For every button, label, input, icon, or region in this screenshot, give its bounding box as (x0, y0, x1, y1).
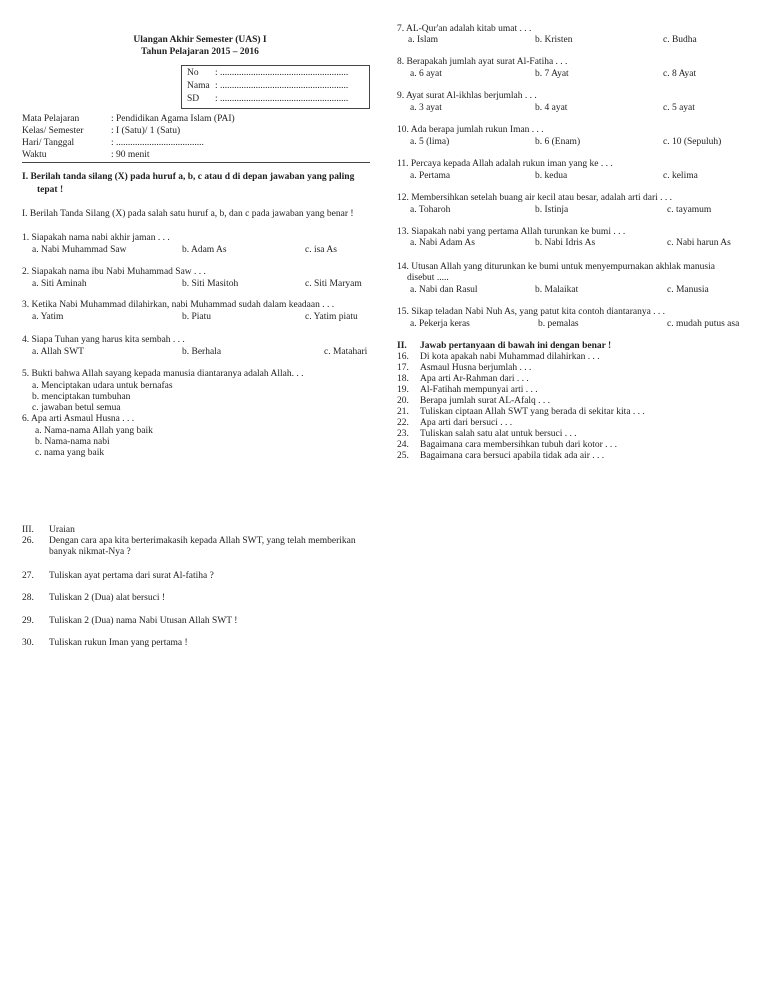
option-c[interactable]: c. 10 (Sepuluh) (663, 137, 722, 147)
option-c[interactable]: c. mudah putus asa (667, 319, 740, 329)
option-c[interactable]: c. jawaban betul semua (32, 403, 121, 413)
essay-question-cont: banyak nikmat-Nya ? (49, 547, 131, 557)
option-b[interactable]: b. 7 Ayat (535, 69, 569, 79)
option-c[interactable]: c. kelima (663, 171, 698, 181)
section1-heading-cont: tepat ! (37, 185, 64, 195)
option-c[interactable]: c. 8 Ayat (663, 69, 697, 79)
short-answer-question: Tuliskan ciptaan Allah SWT yang berada di sekitar kita . . . (420, 407, 645, 417)
option-b[interactable]: b. Nabi Idris As (535, 238, 596, 248)
short-answer-number: 16. (397, 352, 409, 362)
option-b[interactable]: b. Berhala (182, 347, 222, 357)
option-a[interactable]: a. Nabi Muhammad Saw (32, 245, 127, 255)
option-b[interactable]: b. pemalas (538, 319, 579, 329)
question-text: 5. Bukti bahwa Allah sayang kepada manusia diantaranya adalah Allah. . . (22, 369, 304, 379)
option-c[interactable]: c. Nabi harun As (667, 238, 731, 248)
option-a[interactable]: a. 6 ayat (410, 69, 442, 79)
id-field-sd[interactable]: : ...................................................... (215, 94, 349, 104)
option-c[interactable]: c. tayamum (667, 205, 712, 215)
student-id-box (181, 65, 370, 109)
section3-heading: Uraian (49, 525, 75, 535)
question-text: 12. Membersihkan setelah buang air kecil atau besar, adalah arti dari . . . (397, 193, 673, 203)
short-answer-question: Bagaimana cara membersihkan tubuh dari kotor . . . (420, 440, 618, 450)
section2-heading: Jawab pertanyaan di bawah ini dengan benar ! (420, 341, 612, 351)
option-b[interactable]: b. Istinja (535, 205, 569, 215)
short-answer-number: 20. (397, 396, 409, 406)
option-c[interactable]: c. isa As (305, 245, 337, 255)
essay-question: Tuliskan 2 (Dua) alat bersuci ! (49, 593, 165, 603)
question-text: 11. Percaya kepada Allah adalah rukun iman yang ke . . . (397, 159, 613, 169)
short-answer-question: Apa arti Ar-Rahman dari . . . (420, 374, 529, 384)
short-answer-number: 19. (397, 385, 409, 395)
option-a[interactable]: a. Nabi dan Rasul (410, 285, 478, 295)
question-text: 15. Sikap teladan Nabi Nuh As, yang patut kita contoh diantaranya . . . (397, 307, 666, 317)
id-label-sd: SD (187, 94, 200, 104)
question-text: 10. Ada berapa jumlah rukun Iman . . . (397, 125, 544, 135)
question-text: 3. Ketika Nabi Muhammad dilahirkan, nabi Muhammad sudah dalam keadaan . . . (22, 300, 335, 310)
info-label: Mata Pelajaran (22, 114, 80, 124)
short-answer-question: Di kota apakah nabi Muhammad dilahirkan . . . (420, 352, 600, 362)
essay-number: 27. (22, 571, 34, 581)
question-text: 6. Apa arti Asmaul Husna . . . (22, 414, 135, 424)
option-b[interactable]: b. Adam As (182, 245, 227, 255)
short-answer-question: Bagaimana cara bersuci apabila tidak ada air . . . (420, 451, 605, 461)
id-field-no[interactable]: : ...................................................... (215, 68, 349, 78)
option-a[interactable]: a. Menciptakan udara untuk bernafas (32, 381, 173, 391)
option-c[interactable]: c. Siti Maryam (305, 279, 362, 289)
info-value: : 90 menit (111, 150, 150, 160)
option-a[interactable]: a. Nabi Adam As (410, 238, 475, 248)
info-value: : Pendidikan Agama Islam (PAI) (111, 114, 235, 124)
short-answer-question: Apa arti dari bersuci . . . (420, 418, 513, 428)
question-text-cont: disebut ..... (407, 273, 449, 283)
short-answer-question: Al-Fatihah mempunyai arti . . . (420, 385, 538, 395)
option-c[interactable]: c. Matahari (324, 347, 368, 357)
divider (22, 162, 370, 163)
info-label: Hari/ Tanggal (22, 138, 75, 148)
section1-heading: I. Berilah tanda silang (X) pada huruf a, b, c atau d di depan jawaban yang paling (22, 172, 355, 182)
short-answer-number: 21. (397, 407, 409, 417)
essay-question: Dengan cara apa kita berterimakasih kepada Allah SWT, yang telah memberikan (49, 536, 356, 546)
short-answer-number: 22. (397, 418, 409, 428)
question-text: 1. Siapakah nama nabi akhir jaman . . . (22, 233, 170, 243)
option-c[interactable]: c. 5 ayat (663, 103, 695, 113)
essay-question: Tuliskan ayat pertama dari surat Al-fatiha ? (49, 571, 214, 581)
info-value: : ..................................... (111, 138, 204, 148)
short-answer-question: Tuliskan salah satu alat untuk bersuci . . . (420, 429, 577, 439)
info-label: Kelas/ Semester (22, 126, 84, 136)
id-field-nama[interactable]: : ...................................................... (215, 81, 349, 91)
info-value: : I (Satu)/ 1 (Satu) (111, 126, 181, 136)
exam-year: Tahun Pelajaran 2015 – 2016 (141, 47, 259, 57)
essay-question: Tuliskan 2 (Dua) nama Nabi Utusan Allah SWT ! (49, 616, 238, 626)
question-text: 8. Berapakah jumlah ayat surat Al-Fatiha . . . (397, 57, 568, 67)
option-b[interactable]: b. Malaikat (535, 285, 579, 295)
short-answer-number: 17. (397, 363, 409, 373)
option-a[interactable]: a. Pertama (410, 171, 451, 181)
option-a[interactable]: a. Yatim (32, 312, 64, 322)
option-c[interactable]: c. Manusia (667, 285, 709, 295)
section3-number: III. (22, 525, 34, 535)
option-a[interactable]: a. Toharoh (410, 205, 451, 215)
option-c[interactable]: c. Budha (663, 35, 697, 45)
question-text: 9. Ayat surat Al-ikhlas berjumlah . . . (397, 91, 537, 101)
option-b[interactable]: b. Piatu (182, 312, 212, 322)
option-b[interactable]: b. 6 (Enam) (535, 137, 581, 147)
short-answer-question: Asmaul Husna berjumlah . . . (420, 363, 532, 373)
short-answer-number: 25. (397, 451, 409, 461)
id-label-no: No (187, 68, 199, 78)
option-a[interactable]: a. 3 ayat (410, 103, 442, 113)
essay-question: Tuliskan rukun Iman yang pertama ! (49, 638, 188, 648)
question-text: 2. Siapakah nama ibu Nabi Muhammad Saw . . . (22, 267, 206, 277)
option-c[interactable]: c. Yatim piatu (305, 312, 358, 322)
short-answer-number: 24. (397, 440, 409, 450)
option-b[interactable]: b. menciptakan tumbuhan (32, 392, 131, 402)
option-c[interactable]: c. nama yang baik (35, 448, 105, 458)
option-b[interactable]: b. Nama-nama nabi (35, 437, 110, 447)
essay-number: 29. (22, 616, 34, 626)
section1-instruction: I. Berilah Tanda Silang (X) pada salah satu huruf a, b, dan c pada jawaban yang benar ! (22, 209, 354, 219)
question-text: 7. AL-Qur'an adalah kitab umat . . . (397, 24, 532, 34)
essay-number: 30. (22, 638, 34, 648)
section2-number: II. (397, 341, 407, 351)
option-a[interactable]: a. Pekerja keras (410, 319, 470, 329)
option-a[interactable]: a. Allah SWT (32, 347, 84, 357)
question-text: 14. Utusan Allah yang diturunkan ke bumi untuk menyempurnakan akhlak manusia (397, 262, 715, 272)
info-label: Waktu (22, 150, 47, 160)
essay-number: 28. (22, 593, 34, 603)
option-b[interactable]: b. Kristen (535, 35, 573, 45)
exam-title: Ulangan Akhir Semester (UAS) I (133, 35, 267, 45)
option-a[interactable]: a. Nama-nama Allah yang baik (35, 426, 153, 436)
option-a[interactable]: a. Siti Aminah (32, 279, 87, 289)
short-answer-question: Berapa jumlah surat AL-Afalq . . . (420, 396, 551, 406)
option-a[interactable]: a. Islam (408, 35, 439, 45)
id-label-nama: Nama (187, 81, 210, 91)
option-a[interactable]: a. 5 (lima) (410, 137, 450, 147)
short-answer-number: 18. (397, 374, 409, 384)
option-b[interactable]: b. Siti Masitoh (182, 279, 239, 289)
option-b[interactable]: b. 4 ayat (535, 103, 568, 113)
essay-number: 26. (22, 536, 34, 546)
option-b[interactable]: b. kedua (535, 171, 568, 181)
question-text: 4. Siapa Tuhan yang harus kita sembah . . . (22, 335, 185, 345)
short-answer-number: 23. (397, 429, 409, 439)
question-text: 13. Siapakah nabi yang pertama Allah turunkan ke bumi . . . (397, 227, 626, 237)
